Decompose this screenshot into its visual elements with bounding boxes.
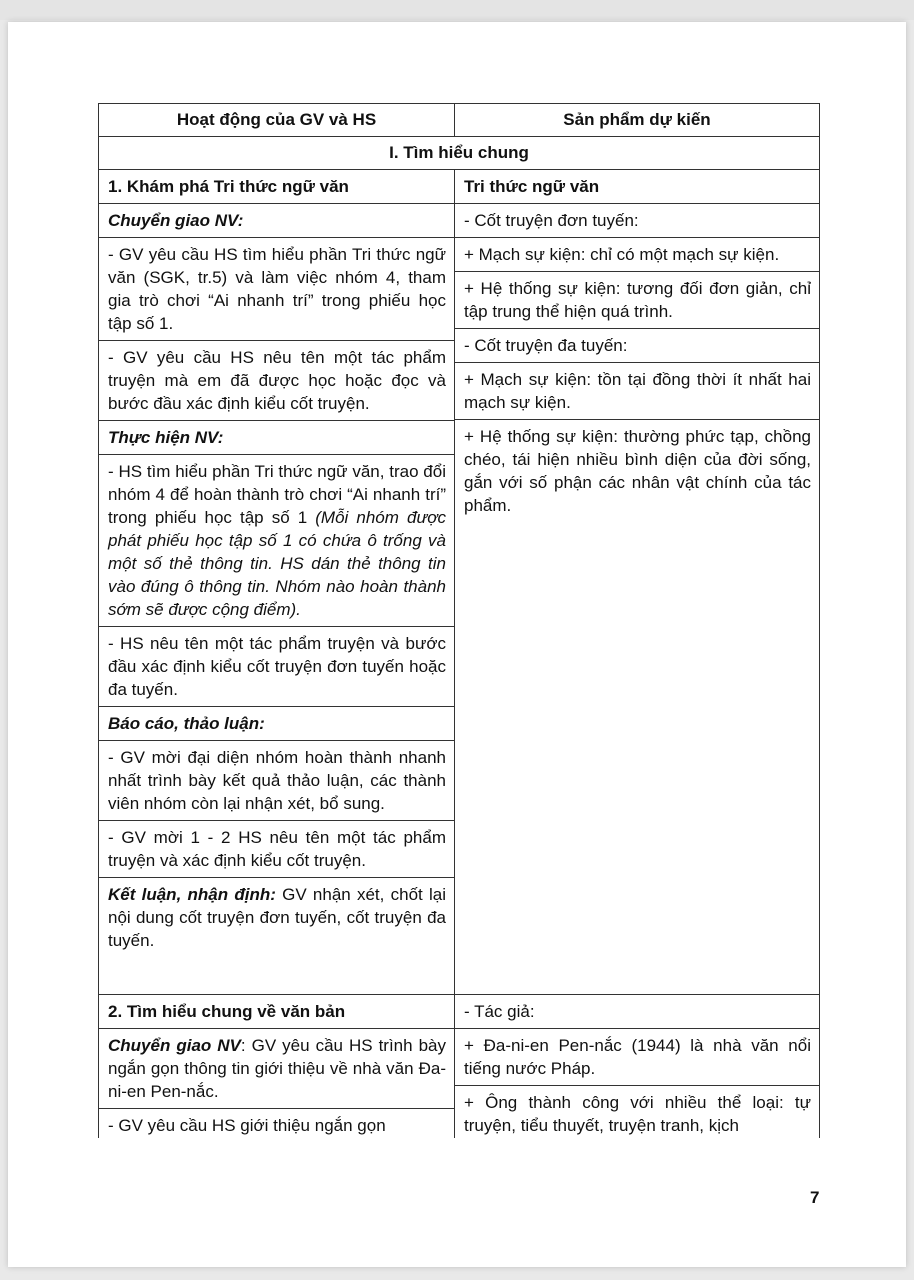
block2-right-cell [455, 995, 819, 1138]
header-expected-products: Sản phẩm dự kiến [563, 110, 711, 129]
chuyen-giao-label: Chuyển giao NV: [99, 204, 454, 238]
thuc-hien-item-1-note: (Mỗi nhóm được phát phiếu học tập số 1 có chứa ô trống và một số thẻ thông tin. HS dán thẻ thông tin vào đúng ô thông tin. Nhóm nào hoàn thành sớm sẽ được cộng điểm). [108, 508, 447, 619]
thuc-hien-item-1 [99, 455, 454, 627]
author-item-1: + Đa-ni-en Pen-nắc (1944) là nhà văn nổi tiếng nước Pháp. [455, 1029, 819, 1086]
product-item-1: - Cốt truyện đơn tuyến: [455, 204, 819, 238]
bao-cao-item-1: - GV mời đại diện nhóm hoàn thành nhanh nhất trình bày kết quả thảo luận, các thành viên nhóm còn lại nhận xét, bổ sung. [99, 741, 454, 821]
ket-luan-label: Kết luận, nhận định: [108, 885, 276, 904]
block2-chuyen-giao-text: : GV yêu cầu HS trình bày ngắn gọn thông tin giới thiệu về nhà văn Đa-ni-en Pen-nắc. [108, 1036, 446, 1101]
table-row-1 [99, 170, 819, 995]
header-activities: Hoạt động của GV và HS [99, 104, 455, 136]
tri-thuc-heading: Tri thức ngữ văn [455, 170, 819, 204]
thuc-hien-item-2: - HS nêu tên một tác phẩm truyện và bước đầu xác định kiểu cốt truyện đơn tuyến hoặc đa tuyến. [99, 627, 454, 707]
chuyen-giao-item-1: - GV yêu cầu HS tìm hiểu phần Tri thức ngữ văn (SGK, tr.5) và làm việc nhóm 4, tham gia trò chơi “Ai nhanh trí” trong phiếu học tập số 1. [99, 238, 454, 341]
product-item-5: + Mạch sự kiện: tồn tại đồng thời ít nhất hai mạch sự kiện. [455, 363, 819, 420]
block2-heading: 2. Tìm hiểu chung về văn bản [99, 995, 454, 1029]
viewer-top-bar [0, 0, 914, 20]
ket-luan-text: GV nhận xét, chốt lại nội dung cốt truyện đơn tuyến, cốt truyện đa tuyến. [108, 885, 446, 950]
product-item-6: + Hệ thống sự kiện: thường phức tạp, chồng chéo, tái hiện nhiều bình diện của đời sống, gắn với số phận các nhân vật chính của tác phẩm. [464, 427, 811, 515]
chuyen-giao-item-2: - GV yêu cầu HS nêu tên một tác phẩm truyện mà em đã được học hoặc đọc và bước đầu xác định kiểu cốt truyện. [99, 341, 454, 421]
thuc-hien-label: Thực hiện NV: [99, 421, 454, 455]
product-item-2: + Mạch sự kiện: chỉ có một mạch sự kiện. [455, 238, 819, 272]
section-title-row [99, 137, 819, 170]
table-header-row [99, 104, 819, 137]
block2-chuyen-giao-label: Chuyển giao NV [108, 1036, 241, 1055]
author-label: - Tác giả: [455, 995, 819, 1029]
block1-right-cell [455, 170, 819, 994]
block1-heading: 1. Khám phá Tri thức ngữ văn [99, 170, 454, 204]
product-item-3: + Hệ thống sự kiện: tương đối đơn giản, chỉ tập trung thể hiện quá trình. [455, 272, 819, 329]
block2-left-cell [99, 995, 455, 1138]
product-item-4: - Cốt truyện đa tuyến: [455, 329, 819, 363]
block1-left-cell [99, 170, 455, 994]
lesson-table [98, 103, 820, 1138]
section-title: I. Tìm hiểu chung [389, 143, 529, 162]
thuc-hien-item-1-text: - HS tìm hiểu phần Tri thức ngữ văn, trao đổi nhóm 4 để hoàn thành trò chơi “Ai nhanh trí” trong phiếu học tập số 1 [108, 462, 446, 527]
block2-item: - GV yêu cầu HS giới thiệu ngắn gọn [108, 1116, 386, 1135]
block2-chuyen-giao [99, 1029, 454, 1109]
bao-cao-item-2: - GV mời 1 - 2 HS nêu tên một tác phẩm truyện và xác định kiểu cốt truyện. [99, 821, 454, 878]
bao-cao-label: Báo cáo, thảo luận: [99, 707, 454, 741]
author-item-2: + Ông thành công với nhiều thể loại: tự truyện, tiểu thuyết, truyện tranh, kịch [464, 1093, 811, 1135]
ket-luan-paragraph [99, 878, 454, 957]
page-number: 7 [810, 1188, 820, 1207]
table-row-2 [99, 995, 819, 1138]
